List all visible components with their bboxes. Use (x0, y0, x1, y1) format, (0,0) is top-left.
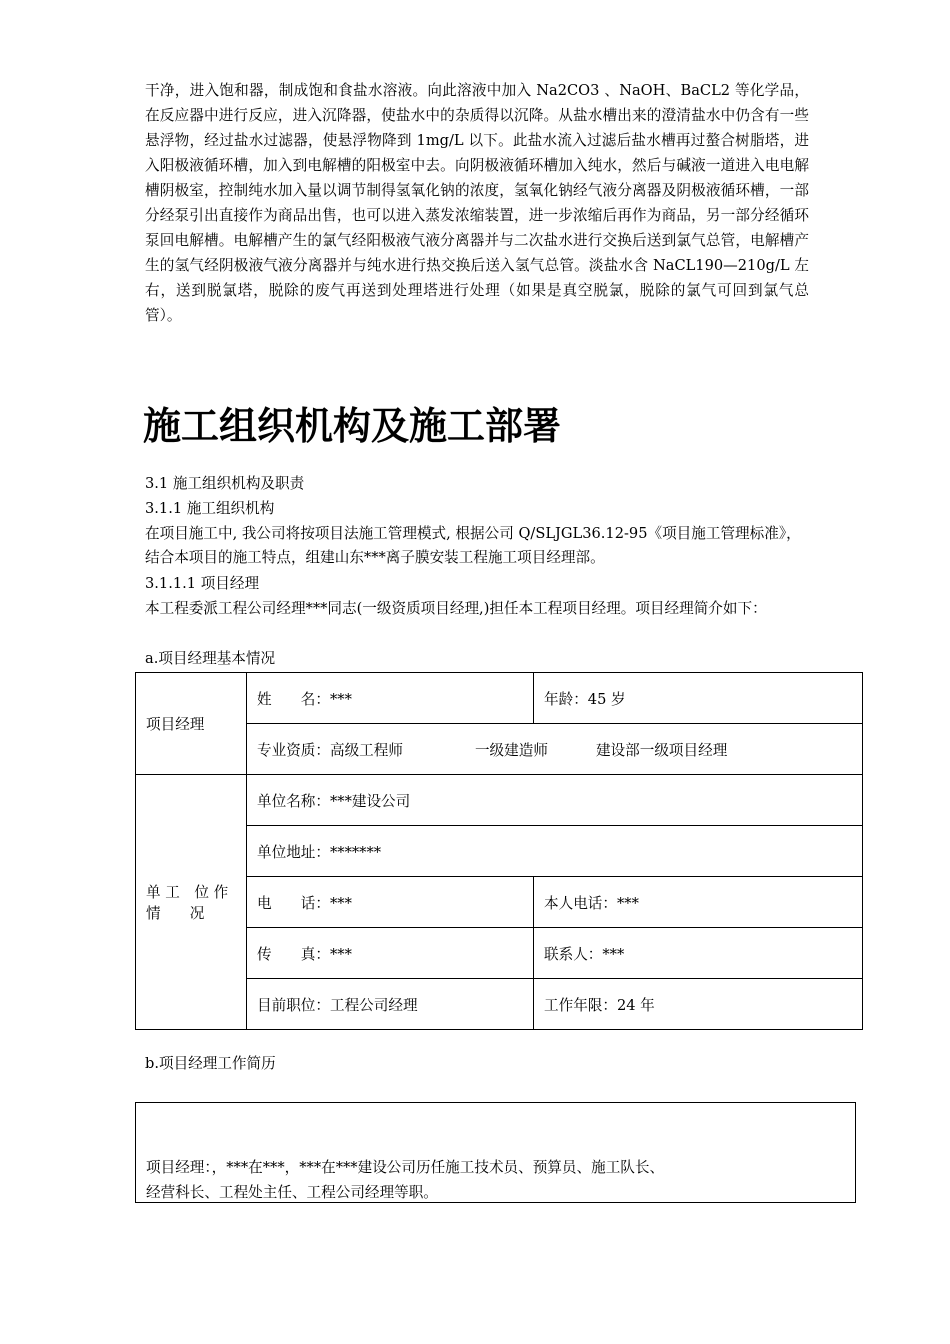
contact-cell: 联系人：*** (534, 928, 863, 979)
table-a-caption: a.项目经理基本情况 (145, 650, 276, 667)
name-cell: 姓 名：*** (247, 673, 534, 724)
row-head-unit (136, 775, 247, 1030)
qualification-1: 专业资质：高级工程师 (257, 741, 403, 759)
unit-address-cell: 单位地址：******* (247, 826, 863, 877)
subsection-3-1: 3.1 施工组织机构及职责 (145, 475, 305, 492)
subsection-3-1-1-1-text: 本工程委派工程公司经理***同志(一级资质项目经理,)担任本工程项目经理。项目经理简介如下： (145, 600, 767, 617)
phone-cell: 电 话：*** (247, 877, 534, 928)
project-manager-info-table (135, 672, 863, 1030)
subsection-3-1-1-text: 在项目施工中, 我公司将按项目法施工管理模式, 根据公司 Q/SLJGL36.12-95《项目施工管理标准》，结合本项目的施工特点，组建山东***离子膜安装工程施工项目经理部。 (145, 525, 801, 566)
qualification-cell (247, 724, 863, 775)
personal-phone-cell: 本人电话：*** (534, 877, 863, 928)
qualification-3: 建设部一级项目经理 (595, 741, 728, 759)
intro-paragraph: 干净，进入饱和器，制成饱和食盐水溶液。向此溶液中加入 Na2CO3 、NaOH、BaCL2 等化学品，在反应器中进行反应，进入沉降器，使盐水中的杂质得以沉降。从盐水槽出来的澄清盐水中仍含有一些悬浮物，经过盐水过滤器，使悬浮物降到 1mg/L 以下。此盐水流入过滤后盐水槽再过螯合树脂塔，进入阳极液循环槽，加入到电解槽的阳极室中去。向阴极液循环槽加入纯水，然后与碱液一道进入电电解槽阴极室，控制纯水加入量以调节制得氢氧化钠的浓度，氢氧化钠经气液分离器及阴极液循环槽，一部分经泵引出直接作为商品出售，也可以进入蒸发浓缩装置，进一步浓缩后再作为商品，另一部分经循环泵回电解槽。电解槽产生的氯气经阳极液气液分离器并与二次盐水进行交换后送到氯气总管，电解槽产生的氢气经阴极液气液分离器并与纯水进行热交换后送入氢气总管。淡盐水含 NaCL190—210g/L 左右，送到脱氯塔，脱除的废气再送到处理塔进行处理（如果是真空脱氯，脱除的氯气可回到氯气总管）。 (145, 82, 809, 324)
subsection-3-1-1: 3.1.1 施工组织机构 (145, 500, 275, 517)
row-head-pm: 项目经理 (136, 673, 247, 775)
section-heading: 施工组织机构及施工部署 (143, 404, 562, 448)
resume-line-1: 项目经理：，***在***，***在***建设公司历任施工技术员、预算员、施工队长、 (146, 1159, 665, 1176)
unit-name-cell: 单位名称：***建设公司 (247, 775, 863, 826)
age-cell: 年龄：45 岁 (534, 673, 863, 724)
subsection-3-1-1-1: 3.1.1.1 项目经理 (145, 575, 260, 592)
row-head-unit-line1: 单 工 位 作 (146, 884, 229, 901)
years-cell: 工作年限：24 年 (534, 979, 863, 1030)
fax-cell: 传 真：*** (247, 928, 534, 979)
position-cell: 目前职位：工程公司经理 (247, 979, 534, 1030)
resume-box (135, 1102, 856, 1203)
qualification-2: 一级建造师 (474, 741, 548, 759)
resume-line-2: 经营科长、工程处主任、工程公司经理等职。 (146, 1184, 438, 1201)
row-head-unit-line2: 情 况 (146, 905, 205, 922)
table-b-caption: b.项目经理工作简历 (145, 1055, 276, 1072)
